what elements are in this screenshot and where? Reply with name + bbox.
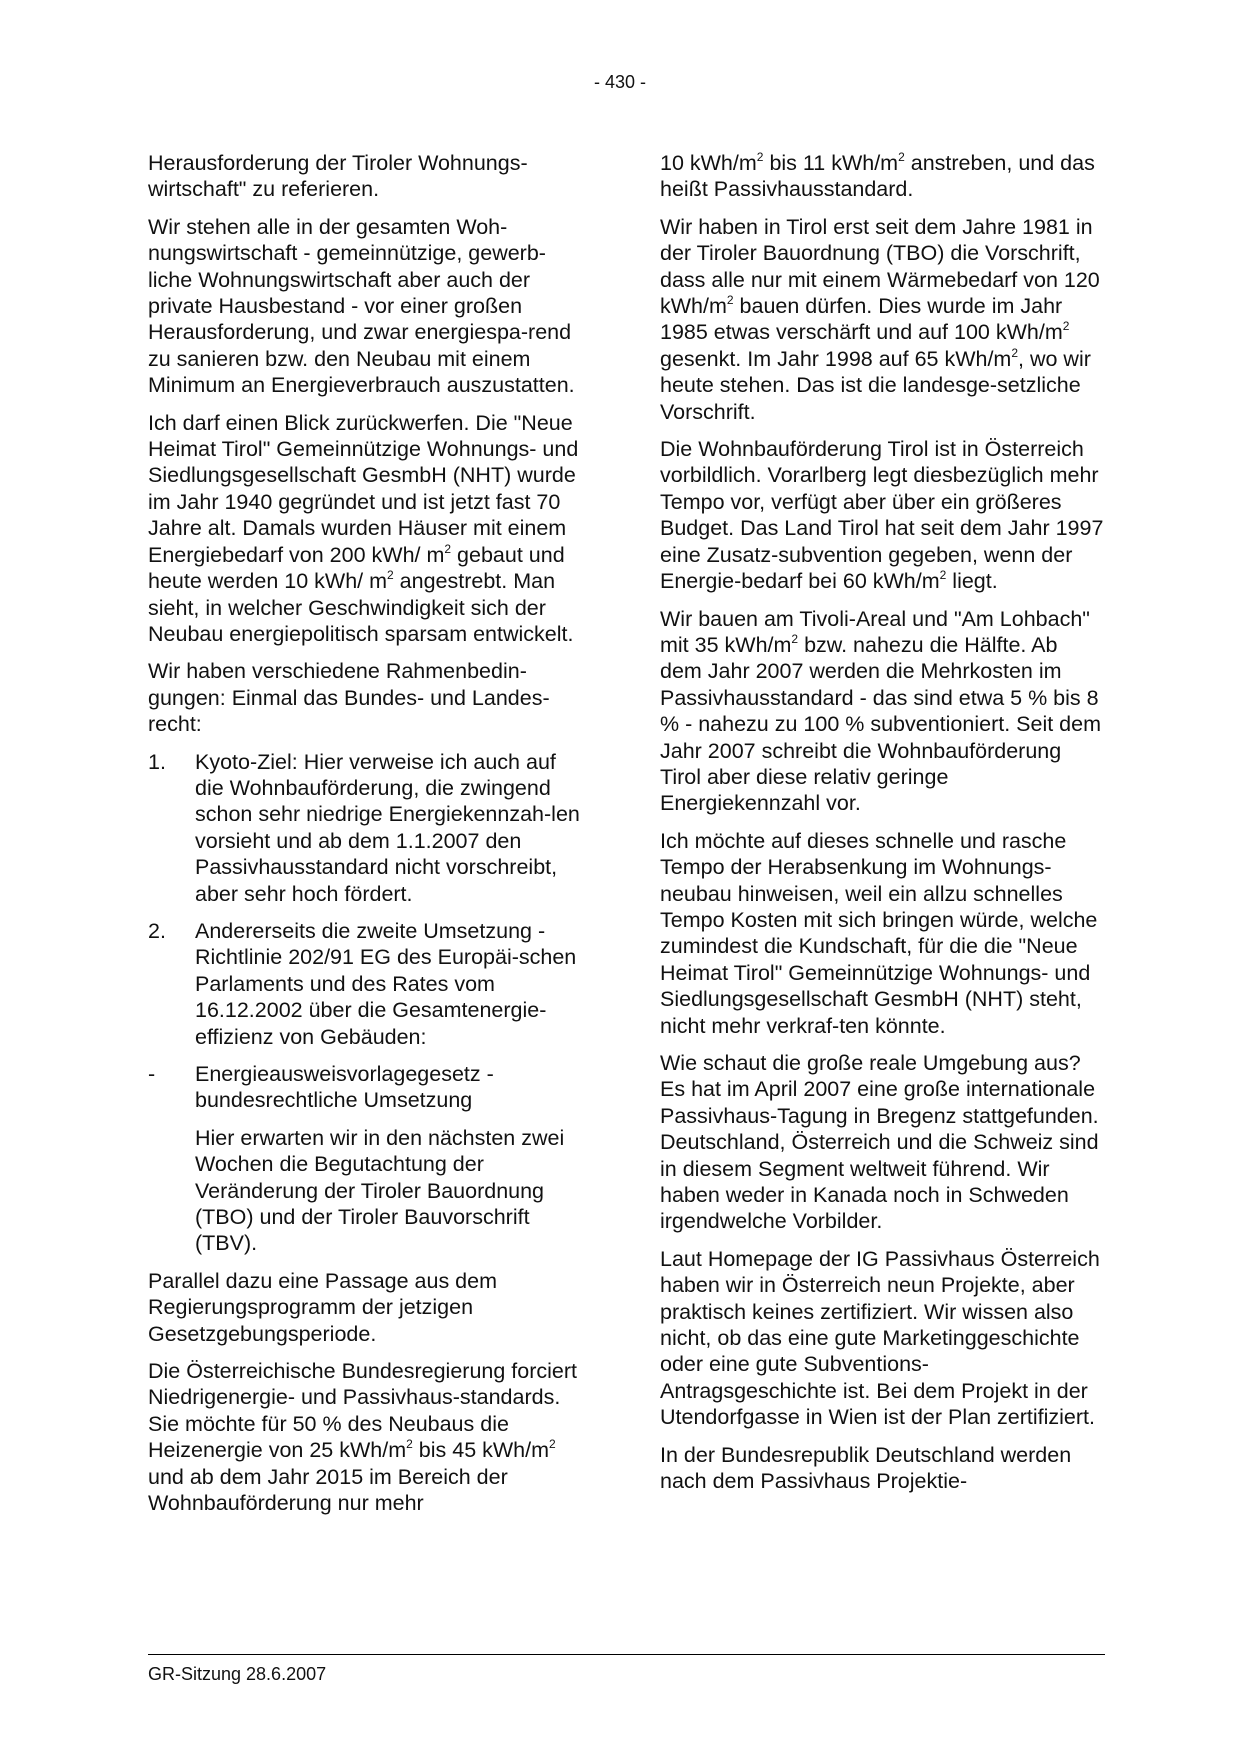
page-number: - 430 - xyxy=(593,72,647,92)
left-paragraph-7: Die Österreichische Bundesregierung forciert Niedrigenergie- und Passivhaus-standards. Sie möchte für 50 % des Neubaus die Heizenergie von 25 kWh/$m^2$ bis 45 kWh/$m^2$ und ab dem Jahr 2015 im Bereich der Wohnbauförderung nur mehr xyxy=(148,1359,578,1516)
right-paragraph-4: Wir bauen am Tivoli-Areal und "Am Lohbach" mit 35 kWh/$m^2$ bzw. nahezu die Hälfte. Ab dem Jahr 2007 werden die Mehrkosten im Passivhausstandard - das sind etwa 5 % bis 8 % - nahezu zu 100 % subventioniert. Seit dem Jahr 2007 schreibt die Wohnbauförderung Tirol aber diese relativ geringe Energiekennzahl vor. xyxy=(660,606,1102,816)
right-paragraph-6: Wie schaut die große reale Umgebung aus? Es hat im April 2007 eine große internationale Passivhaus-Tagung in Bregenz stattgefunden. Deutschland, Österreich und die Schweiz sind in diesem Segment weltweit führend. Wir haben weder in Kanada noch in Schweden irgendwelche Vorbilder. xyxy=(660,1051,1099,1234)
list-text: Kyoto-Ziel: Hier verweise ich auch auf die Wohnbauförderung, die zwingend schon sehr niedrige Energiekennzah-len vorsieht und ab dem 1.1.2007 den Passivhausstandard nicht vorschreibt, aber sehr hoch fördert. xyxy=(195,749,580,906)
footer-text: GR-Sitzung 28.6.2007 xyxy=(148,1664,327,1684)
list-marker: 2. xyxy=(148,918,166,943)
list-item-2 xyxy=(148,918,588,1050)
right-paragraph-8: In der Bundesrepublik Deutschland werden nach dem Passivhaus Projektie- xyxy=(660,1442,1072,1494)
left-paragraph-1: Herausforderung der Tiroler Wohnungs-wirtschaft" zu referieren. xyxy=(148,151,528,202)
list-item-3 xyxy=(148,1061,588,1114)
right-paragraph-3: Die Wohnbauförderung Tirol ist in Österreich vorbildlich. Vorarlberg legt diesbezüglich mehr Tempo vor, verfügt aber über ein größeres Budget. Das Land Tirol hat seit dem Jahr 1997 eine Zusatz-subvention gegeben, wenn der Energie-bedarf bei 60 kWh/$m^2$ liegt. xyxy=(660,437,1104,594)
left-paragraph-5: Hier erwarten wir in den nächsten zwei Wochen die Begutachtung der Veränderung der Tiroler Bauordnung (TBO) und der Tiroler Bauvorschrift (TBV). xyxy=(195,1125,565,1256)
left-column xyxy=(148,150,588,1528)
left-paragraph-3: Ich darf einen Blick zurückwerfen. Die "Neue Heimat Tirol" Gemeinnützige Wohnungs- und Siedlungsgesellschaft GesmbH (NHT) wurde im Jahr 1940 gegründet und ist jetzt fast 70 Jahre alt. Damals wurden Häuser mit einem Energiebedarf von 200 kWh/ $m^2$ gebaut und heute werden 10 kWh/ $m^2$ angestrebt. Man sieht, in welcher Geschwindigkeit sich der Neubau energiepolitisch sparsam entwickelt. xyxy=(148,410,579,646)
left-paragraph-6: Parallel dazu eine Passage aus dem Regierungsprogramm der jetzigen Gesetzgebungsperiode. xyxy=(148,1268,497,1346)
list-text: Andererseits die zweite Umsetzung - Richtlinie 202/91 EG des Europäi-schen Parlaments und des Rates vom 16.12.2002 über die Gesamtenergie-effizienz von Gebäuden: xyxy=(195,918,577,1049)
left-paragraph-2: Wir stehen alle in der gesamten Woh-nungswirtschaft - gemeinnützige, gewerb-liche Wohnungswirtschaft aber auch der private Hausbestand - vor einer großen Herausforderung, und zwar energiespa-rend zu sanieren bzw. den Neubau mit einem Minimum an Energieverbrauch auszustatten. xyxy=(148,214,575,398)
right-column xyxy=(660,150,1105,1506)
right-paragraph-2: Wir haben in Tirol erst seit dem Jahre 1981 in der Tiroler Bauordnung (TBO) die Vorschrift, dass alle nur mit einem Wärmebedarf von 120 kWh/$m^2$ bauen dürfen. Dies wurde im Jahr 1985 etwas verschärft und auf 100 kWh/$m^2$ gesenkt. Im Jahr 1998 auf 65 kWh/$m^2$, wo wir heute stehen. Das ist die landesge-setzliche Vorschrift. xyxy=(660,214,1100,424)
list-item-1 xyxy=(148,749,588,907)
list-marker: - xyxy=(148,1062,156,1086)
right-paragraph-1: 10 kWh/$m^2$ bis 11 kWh/$m^2$ anstreben, und das heißt Passivhausstandard. xyxy=(660,150,1095,202)
right-paragraph-7: Laut Homepage der IG Passivhaus Österreich haben wir in Österreich neun Projekte, aber praktisch keines zertifiziert. Wir wissen also nicht, ob das eine gute Marketinggeschichte oder eine gute Subventions-Antragsgeschichte ist. Bei dem Projekt in der Utendorfgasse in Wien ist der Plan zertifiziert. xyxy=(660,1246,1100,1430)
footer-divider xyxy=(148,1654,1105,1655)
right-paragraph-5: Ich möchte auf dieses schnelle und rasche Tempo der Herabsenkung im Wohnungs-neubau hinweisen, weil ein allzu schnelles Tempo Kosten mit sich bringen würde, welche zumindest die Kundschaft, für die die "Neue Heimat Tirol" Gemeinnützige Wohnungs- und Siedlungsgesellschaft GesmbH (NHT) steht, nicht mehr verkraf-ten könnte. xyxy=(660,828,1098,1038)
left-paragraph-4: Wir haben verschiedene Rahmenbedin-gungen: Einmal das Bundes- und Landes-recht: xyxy=(148,659,550,737)
list-marker: 1. xyxy=(148,749,166,774)
list-text: Energieausweisvorlagegesetz - bundesrechtliche Umsetzung xyxy=(195,1062,494,1113)
